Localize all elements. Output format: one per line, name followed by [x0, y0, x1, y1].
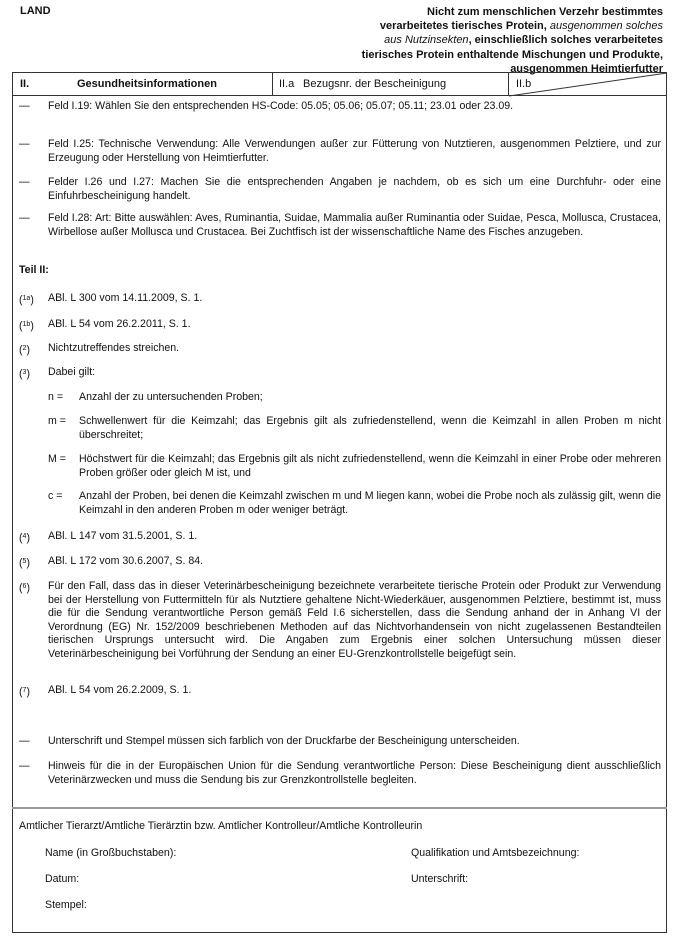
- title-line-2: [333, 19, 663, 33]
- footnote-text: Für den Fall, dass das in dieser Veterinärbescheinigung bezeichnete verarbeitete tierische Protein oder Produkt zur Verwendung bei der Herstellung von Futtermitteln für als Nutztiere gehaltene Nicht-Wiederkäuer, ausgenommen Pelztiere, bestimmt ist, muss die für die Sendung verantwortliche Person gemäß Feld I.6 sicherstellen, dass die Sendung anhand der in Anhang VI der Verordnung (EG) Nr. 152/2009 beschriebenen Methoden auf das Nichtvorhandensein von nicht zugelassenen Bestandteilen tierischen Ursprungs untersucht wird. Die Angaben zum Ergebnis einer solchen Untersuchung müssen dieser Veterinärbescheinigung bei Vorführung der Sendung an einer EU-Grenzkontrollstelle beigefügt sein.: [48, 580, 661, 660]
- closing-note-item: [19, 760, 661, 787]
- definition-item: [48, 453, 661, 480]
- part-two-heading: Teil II:: [19, 264, 49, 276]
- footnote-ref: ($^5$): [19, 557, 30, 569]
- title-line-3-italic: aus Nutzinsekten: [384, 34, 469, 47]
- section-title: Gesundheitsinformationen: [77, 78, 217, 90]
- title-line-1: Nicht zum menschlichen Verzehr bestimmtes: [427, 6, 663, 18]
- title-line-3: [333, 33, 663, 47]
- closing-note-text: Unterschrift und Stempel müssen sich farblich von der Druckfarbe der Bescheinigung unterscheiden.: [48, 735, 520, 747]
- note-text: Feld I.19: Wählen Sie den entsprechenden HS-Code: 05.05; 05.06; 05.07; 05.11; 23.01 oder 23.09.: [48, 100, 514, 112]
- certificate-title: [333, 5, 663, 76]
- dash-bullet: —: [19, 100, 30, 112]
- footnote-ref-number: 1a: [22, 295, 31, 302]
- note-item: [19, 100, 661, 114]
- title-line-3-bold: , einschließlich solches verarbeitetes: [468, 34, 663, 47]
- footnote-ref-number: 7: [22, 687, 27, 694]
- definition-item: [48, 391, 661, 405]
- footnote-item: [19, 530, 661, 544]
- footnote-item: [19, 580, 661, 662]
- dash-bullet: —: [19, 138, 30, 150]
- definition-text: Höchstwert für die Keimzahl; das Ergebnis gilt als nicht zufriedenstellend, wenn die Keimzahl in einer Probe oder mehreren Proben größer oder gleich M ist, und: [79, 453, 661, 479]
- reference-field-number: II.a: [279, 78, 295, 90]
- note-item: [19, 176, 661, 203]
- note-item: [19, 212, 661, 239]
- footnote-text: ABl. L 54 vom 26.2.2009, S. 1.: [48, 684, 192, 696]
- section-title-cell: [13, 73, 273, 95]
- title-line-2-bold: verarbeitetes tierisches Protein,: [379, 20, 547, 33]
- field-iib-label: II.b: [516, 78, 532, 90]
- footnote-ref: ($^4$): [19, 532, 30, 544]
- note-text: Feld I.25: Technische Verwendung: Alle Verwendungen außer zur Fütterung von Nutztieren, ausgenommen Pelztiere, und zur Erzeugung oder Herstellung von Heimtierfutter.: [48, 138, 661, 164]
- closing-note-text: Hinweis für die in der Europäischen Union für die Sendung verantwortliche Person: Diese Bescheinigung dient ausschließlich Veterinärzwecken und muss die Sendung bis zur Grenzkontrollstelle begleiten.: [48, 760, 661, 786]
- footnote-item: [19, 366, 661, 380]
- date-field-label[interactable]: Datum:: [45, 873, 80, 885]
- diagonal-strike-icon: [509, 73, 667, 97]
- footnote-item: [19, 684, 661, 698]
- footnote-text: ABl. L 147 vom 31.5.2001, S. 1.: [48, 530, 198, 542]
- definition-item: [48, 490, 661, 517]
- section-number: II.: [20, 78, 30, 90]
- dash-bullet: —: [19, 735, 30, 747]
- footnote-text: Dabei gilt:: [48, 366, 96, 378]
- signature-heading: Amtlicher Tierarzt/Amtliche Tierärztin bzw. Amtlicher Kontrolleur/Amtliche Kontrolleurin: [19, 820, 423, 832]
- footnote-ref: ($^7$): [19, 686, 30, 698]
- qualification-field-label[interactable]: Qualifikation und Amtsbezeichnung:: [411, 847, 580, 859]
- signature-field-label[interactable]: Unterschrift:: [411, 873, 469, 885]
- footnote-ref-number: 3: [22, 369, 27, 376]
- footnote-text: ABl. L 300 vom 14.11.2009, S. 1.: [48, 292, 203, 304]
- footnote-ref: ($^2$): [19, 344, 30, 356]
- section-header-row: [12, 72, 667, 96]
- note-item: [19, 138, 661, 165]
- footnote-item: [19, 318, 661, 332]
- footnote-text: ABl. L 172 vom 30.6.2007, S. 84.: [48, 555, 204, 567]
- footnote-ref-number: 1b: [22, 321, 31, 328]
- footnote-text: ABl. L 54 vom 26.2.2011, S. 1.: [48, 318, 191, 330]
- footnote-ref-number: 6: [22, 583, 27, 590]
- stamp-field-label[interactable]: Stempel:: [45, 899, 87, 911]
- footnote-ref: ($^{1a}$): [19, 294, 34, 306]
- definition-text: Anzahl der zu untersuchenden Proben;: [79, 391, 263, 403]
- footnote-ref: ($^{1b}$): [19, 320, 34, 332]
- signature-divider: [12, 807, 667, 809]
- footnote-ref-number: 4: [22, 533, 27, 540]
- closing-note-item: [19, 735, 661, 749]
- definition-symbol: m =: [48, 415, 66, 427]
- dash-bullet: —: [19, 176, 30, 188]
- footnote-ref: ($^6$): [19, 582, 30, 594]
- footnote-item: [19, 342, 661, 356]
- dash-bullet: —: [19, 212, 30, 224]
- footnote-ref-number: 2: [22, 345, 27, 352]
- definition-symbol: c =: [48, 490, 63, 502]
- title-line-5: ausgenommen Heimtierfutter: [510, 62, 663, 75]
- footnote-item: [19, 292, 661, 306]
- reference-field-label: Bezugsnr. der Bescheinigung: [303, 78, 447, 90]
- definition-item: [48, 415, 661, 442]
- title-line-4: tierisches Protein enthaltende Mischungen und Produkte,: [361, 48, 663, 61]
- definition-text: Anzahl der Proben, bei denen die Keimzahl zwischen m und M liegen kann, wobei die Probe noch als zulässig gilt, wenn die Keimzahl in den anderen Proben m oder weniger beträgt.: [79, 490, 661, 516]
- footnote-ref-number: 5: [22, 558, 27, 565]
- footnote-ref: ($^3$): [19, 368, 30, 380]
- name-field-label[interactable]: Name (in Großbuchstaben):: [45, 847, 177, 859]
- footnote-item: [19, 555, 661, 569]
- definition-symbol: n =: [48, 391, 64, 403]
- note-text: Feld I.28: Art: Bitte auswählen: Aves, Ruminantia, Suidae, Mammalia außer Ruminantia oder Suidae, Pesca, Mollusca, Crustacea, Wirbellose außer Mollusca und Crustacea. Bei Zuchtfisch ist der wissenschaftliche Name des Fisches anzugeben.: [48, 212, 661, 238]
- field-iib-cell[interactable]: [509, 73, 666, 95]
- definition-symbol: M =: [48, 453, 66, 465]
- country-label: LAND: [20, 5, 51, 17]
- dash-bullet: —: [19, 760, 30, 772]
- certificate-reference-cell[interactable]: [273, 73, 509, 95]
- definition-text: Schwellenwert für die Keimzahl; das Ergebnis gilt als zufriedenstellend, wenn die Keimzahl in allen Proben m nicht überschreitet;: [79, 415, 661, 441]
- note-text: Felder I.26 und I.27: Machen Sie die entsprechenden Angaben je nachdem, ob es sich um eine Durchfuhr- oder eine Einfuhrbescheinigung handelt.: [48, 176, 661, 202]
- footnote-text: Nichtzutreffendes streichen.: [48, 342, 180, 354]
- title-line-2-italic: ausgenommen solches: [549, 20, 663, 33]
